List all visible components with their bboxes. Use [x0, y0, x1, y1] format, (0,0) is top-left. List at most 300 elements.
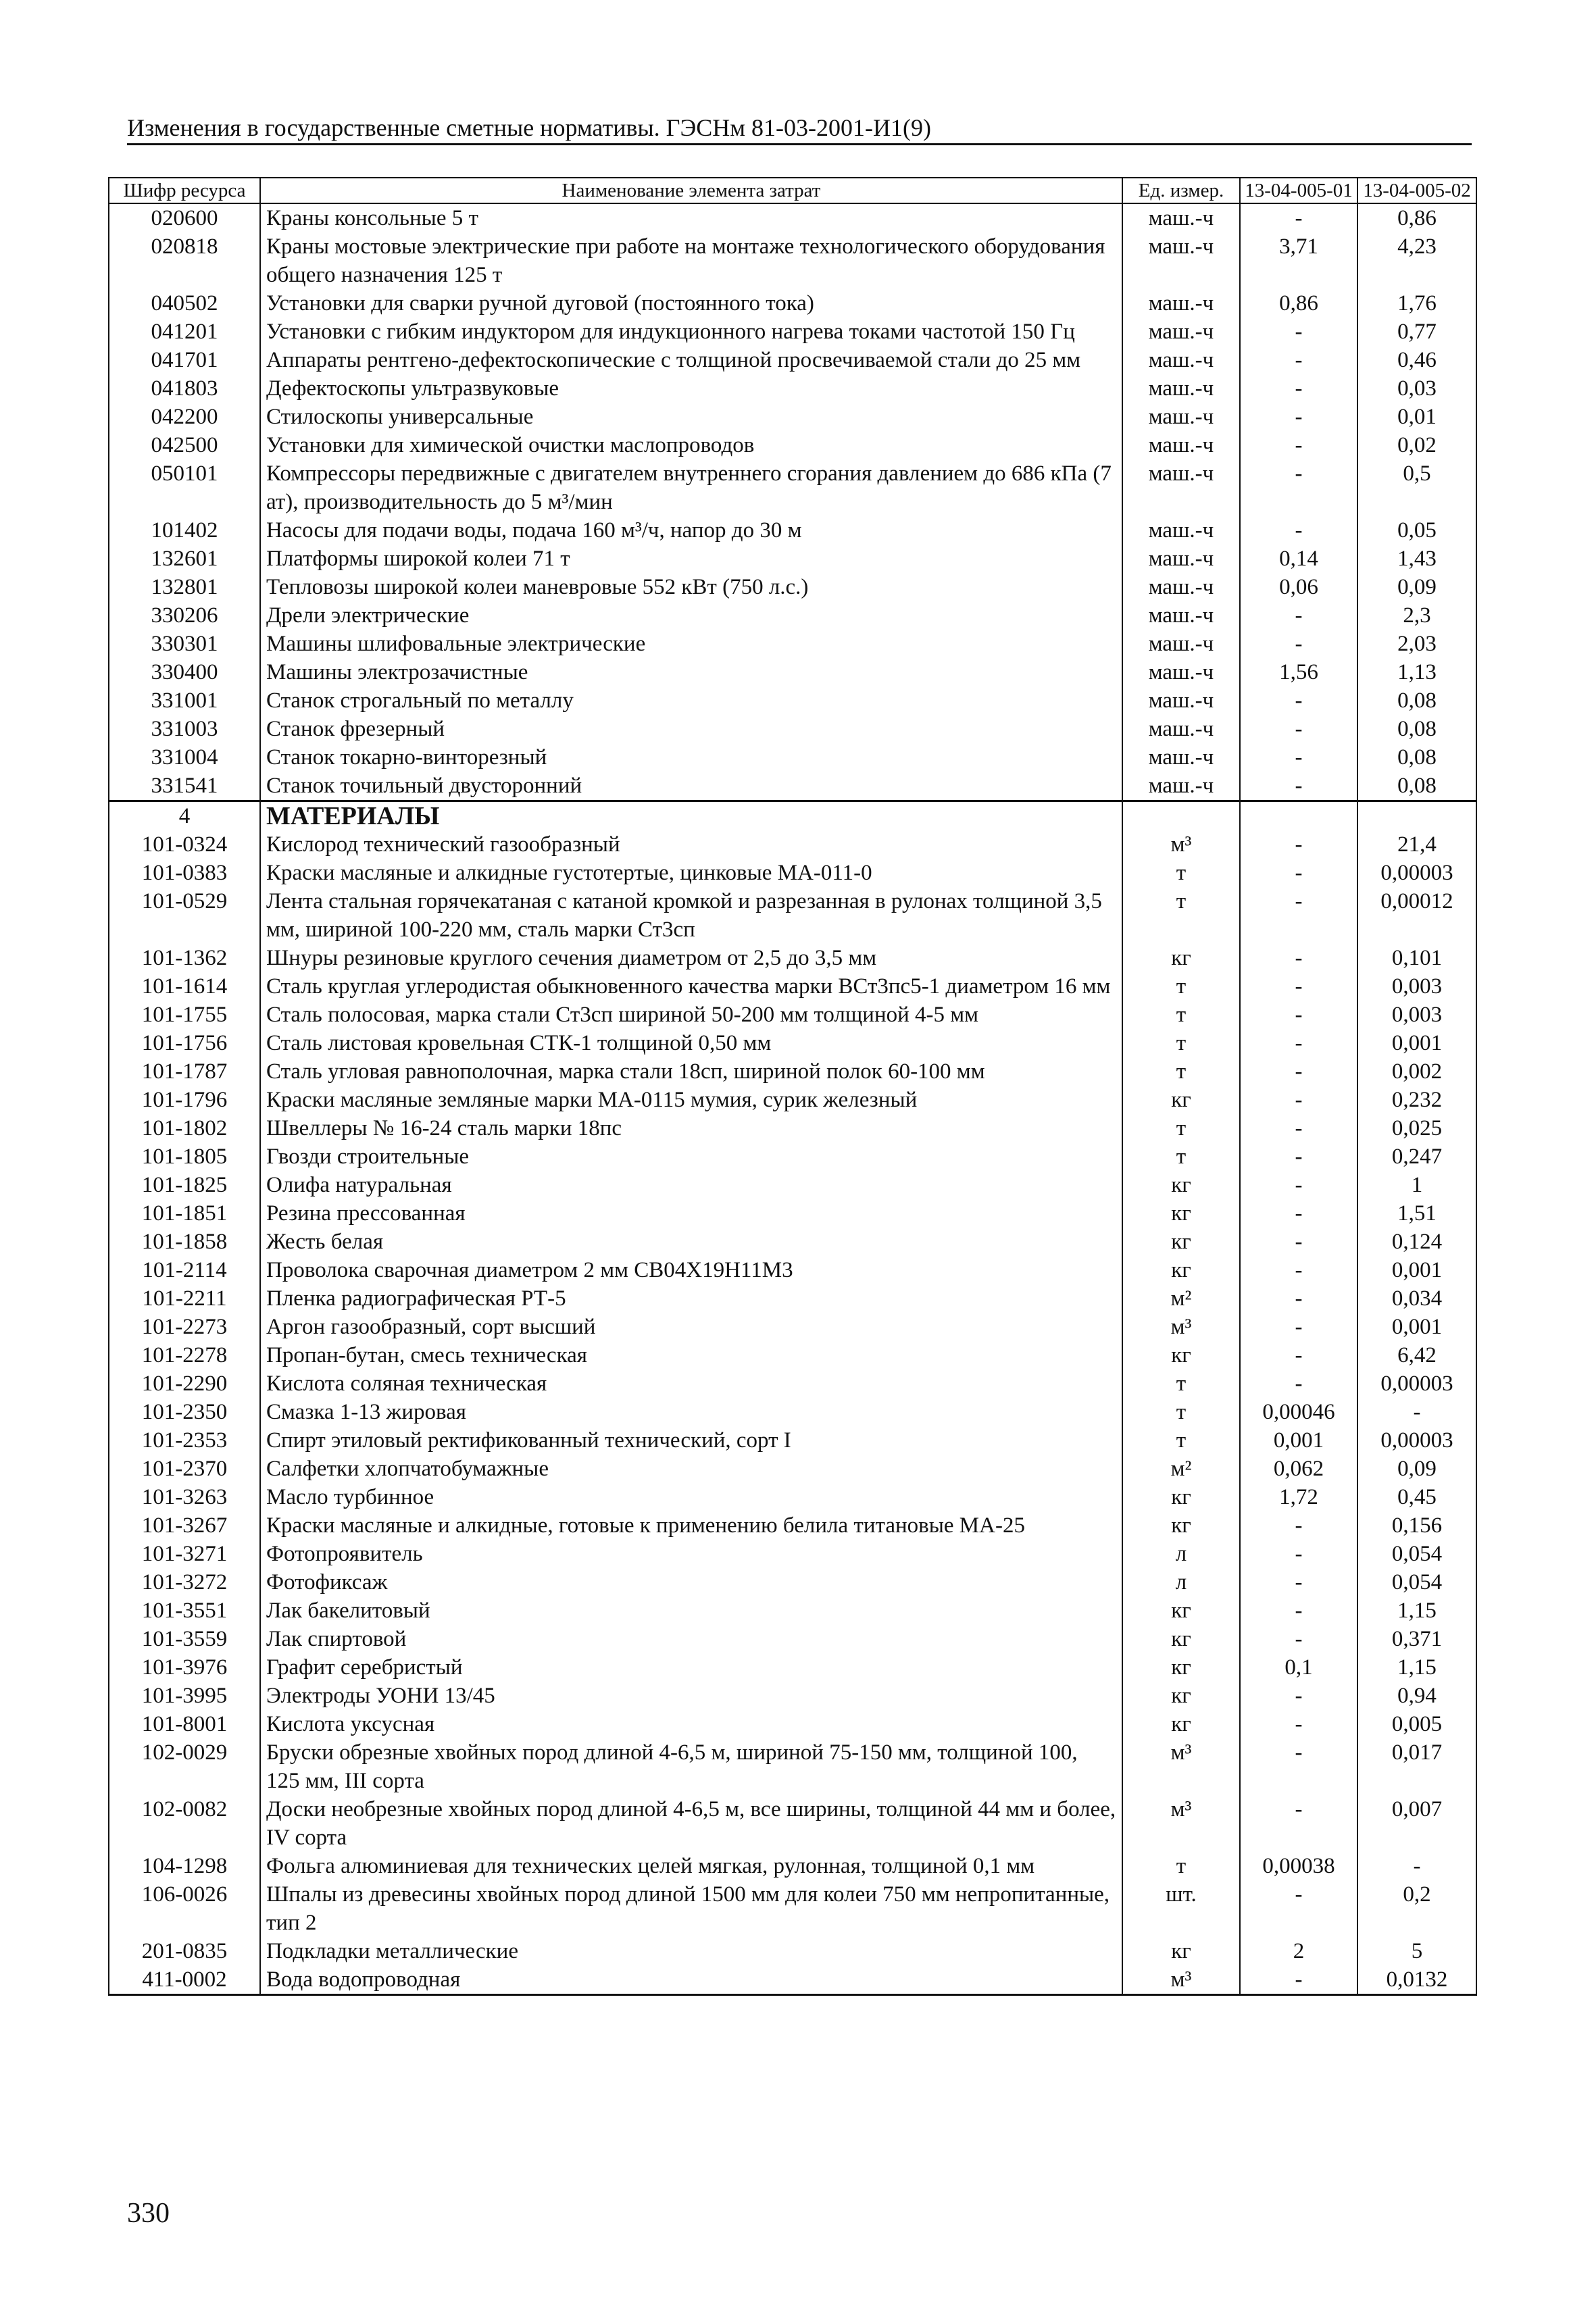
resource-name: Кислород технический газообразный: [260, 830, 1122, 859]
table-row: [109, 1540, 1476, 1568]
resource-code: 102-0029: [109, 1738, 260, 1795]
norm-1-value: [1240, 801, 1357, 831]
norm-1-value: -: [1240, 1795, 1357, 1852]
resource-code: 101-3267: [109, 1511, 260, 1540]
norm-1-value: 0,001: [1240, 1426, 1357, 1455]
norm-1-value: -: [1240, 859, 1357, 887]
resource-code: 101-3272: [109, 1568, 260, 1596]
norm-2-value: 6,42: [1357, 1341, 1476, 1369]
norm-1-value: 0,062: [1240, 1455, 1357, 1483]
norm-2-value: 1,51: [1357, 1199, 1476, 1228]
resource-name: Резина прессованная: [260, 1199, 1122, 1228]
unit-cell: л: [1122, 1540, 1240, 1568]
norm-2-value: 0,124: [1357, 1228, 1476, 1256]
resource-name: Подкладки металлические: [260, 1937, 1122, 1965]
norm-1-value: -: [1240, 1568, 1357, 1596]
resource-name: Станок токарно-винторезный: [260, 743, 1122, 772]
resource-code: 101-2273: [109, 1313, 260, 1341]
norm-1-value: 0,00046: [1240, 1398, 1357, 1426]
norm-1-value: -: [1240, 1710, 1357, 1738]
norm-1-value: -: [1240, 944, 1357, 972]
norm-2-value: 0,05: [1357, 516, 1476, 545]
table-row: [109, 1880, 1476, 1937]
unit-cell: т: [1122, 1426, 1240, 1455]
unit-cell: кг: [1122, 1653, 1240, 1682]
norm-1-value: -: [1240, 346, 1357, 374]
resource-name: Лак бакелитовый: [260, 1596, 1122, 1625]
norm-1-value: -: [1240, 203, 1357, 232]
resource-code: 101-2278: [109, 1341, 260, 1369]
table-row: [109, 1738, 1476, 1795]
resource-code: 041201: [109, 318, 260, 346]
resource-code: 050101: [109, 459, 260, 516]
norm-2-value: 0,156: [1357, 1511, 1476, 1540]
norm-1-value: -: [1240, 1057, 1357, 1086]
table-row: [109, 1086, 1476, 1114]
resource-name: Насосы для подачи воды, подача 160 м³/ч, напор до 30 м: [260, 516, 1122, 545]
norm-2-value: 0,00003: [1357, 1369, 1476, 1398]
resource-name: Платформы широкой колеи 71 т: [260, 545, 1122, 573]
norm-2-value: 1,13: [1357, 658, 1476, 686]
norm-1-value: -: [1240, 1086, 1357, 1114]
unit-cell: кг: [1122, 1228, 1240, 1256]
column-header-code: Шифр ресурса: [109, 178, 260, 203]
table-row: [109, 232, 1476, 289]
norm-1-value: -: [1240, 431, 1357, 459]
norm-2-value: -: [1357, 1398, 1476, 1426]
unit-cell: кг: [1122, 1256, 1240, 1284]
resource-code: 020818: [109, 232, 260, 289]
norm-2-value: 0,94: [1357, 1682, 1476, 1710]
resource-name: Краски масляные и алкидные густотертые, цинковые МА-011-0: [260, 859, 1122, 887]
column-header-norm-2: 13-04-005-02: [1357, 178, 1476, 203]
norm-2-value: 0,002: [1357, 1057, 1476, 1086]
norm-1-value: -: [1240, 772, 1357, 801]
table-row: [109, 944, 1476, 972]
resource-code: 101-1796: [109, 1086, 260, 1114]
unit-cell: маш.-ч: [1122, 403, 1240, 431]
norm-1-value: -: [1240, 1625, 1357, 1653]
table-row: [109, 516, 1476, 545]
resource-name: Сталь угловая равнополочная, марка стали 18сп, шириной полок 60-100 мм: [260, 1057, 1122, 1086]
unit-cell: т: [1122, 1114, 1240, 1142]
resource-name: Машины шлифовальные электрические: [260, 630, 1122, 658]
resource-code: 101-1858: [109, 1228, 260, 1256]
resource-name: Станок фрезерный: [260, 715, 1122, 743]
norm-1-value: -: [1240, 1369, 1357, 1398]
table-row: [109, 318, 1476, 346]
norm-1-value: -: [1240, 1341, 1357, 1369]
norm-2-value: 0,09: [1357, 1455, 1476, 1483]
norm-1-value: 0,14: [1240, 545, 1357, 573]
norm-2-value: 0,00003: [1357, 1426, 1476, 1455]
resource-code: 411-0002: [109, 1965, 260, 1995]
norm-1-value: -: [1240, 1029, 1357, 1057]
norm-1-value: -: [1240, 318, 1357, 346]
resource-code: 101-1851: [109, 1199, 260, 1228]
unit-cell: шт.: [1122, 1880, 1240, 1937]
norm-2-value: 0,001: [1357, 1029, 1476, 1057]
norm-2-value: 0,001: [1357, 1256, 1476, 1284]
norm-2-value: 0,017: [1357, 1738, 1476, 1795]
resource-name: Кислота соляная техническая: [260, 1369, 1122, 1398]
unit-cell: маш.-ч: [1122, 516, 1240, 545]
resource-code: 101-2350: [109, 1398, 260, 1426]
norm-1-value: 1,72: [1240, 1483, 1357, 1511]
norm-2-value: 2,03: [1357, 630, 1476, 658]
table-row: [109, 1029, 1476, 1057]
norm-2-value: 0,0132: [1357, 1965, 1476, 1995]
resource-name: Шнуры резиновые круглого сечения диаметром от 2,5 до 3,5 мм: [260, 944, 1122, 972]
norm-1-value: -: [1240, 459, 1357, 516]
column-header-norm-1: 13-04-005-01: [1240, 178, 1357, 203]
resource-code: 102-0082: [109, 1795, 260, 1852]
unit-cell: маш.-ч: [1122, 658, 1240, 686]
table-row: [109, 1001, 1476, 1029]
norm-2-value: [1357, 801, 1476, 831]
resource-name: Аппараты рентгено-дефектоскопические с толщиной просвечиваемой стали до 25 мм: [260, 346, 1122, 374]
table-row: [109, 630, 1476, 658]
unit-cell: кг: [1122, 1341, 1240, 1369]
norm-2-value: 0,034: [1357, 1284, 1476, 1313]
norm-2-value: 0,02: [1357, 431, 1476, 459]
resource-code: 101-3551: [109, 1596, 260, 1625]
resource-name: Жесть белая: [260, 1228, 1122, 1256]
table-row: [109, 1682, 1476, 1710]
norm-1-value: 0,1: [1240, 1653, 1357, 1682]
resource-name: Швеллеры № 16-24 сталь марки 18пс: [260, 1114, 1122, 1142]
resource-code: 101-1787: [109, 1057, 260, 1086]
table-header-row: [109, 178, 1476, 203]
norm-2-value: 21,4: [1357, 830, 1476, 859]
table-row: [109, 887, 1476, 944]
resource-code: 101-1825: [109, 1171, 260, 1199]
norm-1-value: -: [1240, 715, 1357, 743]
norm-1-value: -: [1240, 1256, 1357, 1284]
resource-code: 101-1362: [109, 944, 260, 972]
resource-name: Доски необрезные хвойных пород длиной 4-6,5 м, все ширины, толщиной 44 мм и более, IV сорта: [260, 1795, 1122, 1852]
norm-1-value: -: [1240, 1199, 1357, 1228]
norm-1-value: 0,06: [1240, 573, 1357, 601]
unit-cell: м²: [1122, 1455, 1240, 1483]
norm-1-value: -: [1240, 686, 1357, 715]
table-row: [109, 374, 1476, 403]
resource-code: 330301: [109, 630, 260, 658]
resource-name: Стилоскопы универсальные: [260, 403, 1122, 431]
resource-name: Краски масляные земляные марки МА-0115 мумия, сурик железный: [260, 1086, 1122, 1114]
norm-1-value: -: [1240, 1596, 1357, 1625]
table-row: [109, 859, 1476, 887]
norm-1-value: -: [1240, 743, 1357, 772]
resource-code: 101-0383: [109, 859, 260, 887]
resource-code: 101-1755: [109, 1001, 260, 1029]
norm-2-value: 1,15: [1357, 1596, 1476, 1625]
unit-cell: кг: [1122, 1596, 1240, 1625]
resource-code: 101-2353: [109, 1426, 260, 1455]
norm-2-value: 0,232: [1357, 1086, 1476, 1114]
resource-name: Установки с гибким индуктором для индукционного нагрева токами частотой 150 Гц: [260, 318, 1122, 346]
resource-code: 101-3263: [109, 1483, 260, 1511]
norm-2-value: 0,025: [1357, 1114, 1476, 1142]
unit-cell: м³: [1122, 1965, 1240, 1995]
unit-cell: м³: [1122, 1313, 1240, 1341]
resource-code: 201-0835: [109, 1937, 260, 1965]
norm-2-value: 0,00012: [1357, 887, 1476, 944]
norm-2-value: 0,371: [1357, 1625, 1476, 1653]
norm-1-value: -: [1240, 830, 1357, 859]
unit-cell: [1122, 801, 1240, 831]
resource-code: 101402: [109, 516, 260, 545]
norm-1-value: -: [1240, 1142, 1357, 1171]
unit-cell: м³: [1122, 1795, 1240, 1852]
table-row: [109, 1142, 1476, 1171]
resource-code: 042500: [109, 431, 260, 459]
unit-cell: т: [1122, 1029, 1240, 1057]
table-row: [109, 1795, 1476, 1852]
norm-2-value: 5: [1357, 1937, 1476, 1965]
table-row: [109, 1199, 1476, 1228]
norm-2-value: 1,15: [1357, 1653, 1476, 1682]
norm-1-value: 0,86: [1240, 289, 1357, 318]
norm-2-value: 0,247: [1357, 1142, 1476, 1171]
resource-code: 106-0026: [109, 1880, 260, 1937]
resource-name: Масло турбинное: [260, 1483, 1122, 1511]
table-row: [109, 1965, 1476, 1995]
section-row: [109, 801, 1476, 831]
norm-1-value: -: [1240, 630, 1357, 658]
resource-name: Лак спиртовой: [260, 1625, 1122, 1653]
norm-1-value: -: [1240, 1511, 1357, 1540]
resource-code: 331541: [109, 772, 260, 801]
table-row: [109, 1284, 1476, 1313]
page-number: 330: [127, 2198, 170, 2229]
table-row: [109, 743, 1476, 772]
resource-name: Краны консольные 5 т: [260, 203, 1122, 232]
resource-code: 101-3976: [109, 1653, 260, 1682]
resource-name: Пленка радиографическая РТ-5: [260, 1284, 1122, 1313]
norm-1-value: -: [1240, 1965, 1357, 1995]
resource-name: Сталь полосовая, марка стали Ст3сп шириной 50-200 мм толщиной 4-5 мм: [260, 1001, 1122, 1029]
resource-name: Пропан-бутан, смесь техническая: [260, 1341, 1122, 1369]
resource-name: Фотофиксаж: [260, 1568, 1122, 1596]
norm-1-value: -: [1240, 972, 1357, 1001]
norm-2-value: 0,03: [1357, 374, 1476, 403]
table-row: [109, 545, 1476, 573]
unit-cell: маш.-ч: [1122, 772, 1240, 801]
unit-cell: т: [1122, 1057, 1240, 1086]
norm-2-value: 0,08: [1357, 686, 1476, 715]
resource-name: Гвозди строительные: [260, 1142, 1122, 1171]
resource-name: Машины электрозачистные: [260, 658, 1122, 686]
table-row: [109, 459, 1476, 516]
resource-code: 020600: [109, 203, 260, 232]
norm-2-value: 1,76: [1357, 289, 1476, 318]
resource-code: 331004: [109, 743, 260, 772]
resource-code: 330206: [109, 601, 260, 630]
unit-cell: маш.-ч: [1122, 318, 1240, 346]
norm-2-value: 0,09: [1357, 573, 1476, 601]
norm-2-value: 0,003: [1357, 1001, 1476, 1029]
resource-name: Бруски обрезные хвойных пород длиной 4-6,5 м, шириной 75-150 мм, толщиной 100, 125 мм, III сорта: [260, 1738, 1122, 1795]
norm-1-value: -: [1240, 1284, 1357, 1313]
resource-code: 331003: [109, 715, 260, 743]
unit-cell: кг: [1122, 1682, 1240, 1710]
resource-code: 101-0324: [109, 830, 260, 859]
unit-cell: маш.-ч: [1122, 459, 1240, 516]
resource-name: Кислота уксусная: [260, 1710, 1122, 1738]
table-row: [109, 1341, 1476, 1369]
resource-code: 041701: [109, 346, 260, 374]
column-header-name: Наименование элемента затрат: [260, 178, 1122, 203]
norm-1-value: -: [1240, 1738, 1357, 1795]
norm-1-value: -: [1240, 516, 1357, 545]
norm-1-value: -: [1240, 1171, 1357, 1199]
norm-1-value: -: [1240, 374, 1357, 403]
resource-name: Установки для сварки ручной дуговой (постоянного тока): [260, 289, 1122, 318]
table-row: [109, 1937, 1476, 1965]
table-row: [109, 1313, 1476, 1341]
resource-name: Шпалы из древесины хвойных пород длиной 1500 мм для колеи 750 мм непропитанные, тип 2: [260, 1880, 1122, 1937]
unit-cell: кг: [1122, 1710, 1240, 1738]
unit-cell: т: [1122, 887, 1240, 944]
resource-code: 101-0529: [109, 887, 260, 944]
section-title: МАТЕРИАЛЫ: [260, 801, 1122, 831]
resource-name: Вода водопроводная: [260, 1965, 1122, 1995]
table-row: [109, 772, 1476, 801]
unit-cell: т: [1122, 972, 1240, 1001]
unit-cell: маш.-ч: [1122, 743, 1240, 772]
unit-cell: кг: [1122, 1171, 1240, 1199]
norm-2-value: 0,005: [1357, 1710, 1476, 1738]
table-row: [109, 1511, 1476, 1540]
resource-name: Установки для химической очистки маслопроводов: [260, 431, 1122, 459]
resource-name: Станок точильный двусторонний: [260, 772, 1122, 801]
norm-2-value: 0,86: [1357, 203, 1476, 232]
resource-name: Спирт этиловый ректификованный технический, сорт I: [260, 1426, 1122, 1455]
table-row: [109, 1483, 1476, 1511]
table-row: [109, 658, 1476, 686]
resource-name: Краны мостовые электрические при работе на монтаже технологического оборудования общего назначения 125 т: [260, 232, 1122, 289]
resource-name: Лента стальная горячекатаная с катаной кромкой и разрезанная в рулонах толщиной 3,5 мм, шириной 100-220 мм, сталь марки Ст3сп: [260, 887, 1122, 944]
norm-1-value: -: [1240, 1682, 1357, 1710]
resource-code: 101-3271: [109, 1540, 260, 1568]
resource-code: 101-8001: [109, 1710, 260, 1738]
table-row: [109, 686, 1476, 715]
unit-cell: маш.-ч: [1122, 346, 1240, 374]
resource-code: 101-1802: [109, 1114, 260, 1142]
table-row: [109, 1653, 1476, 1682]
unit-cell: кг: [1122, 1483, 1240, 1511]
table-row: [109, 1596, 1476, 1625]
resource-code: 101-1756: [109, 1029, 260, 1057]
norm-1-value: -: [1240, 1313, 1357, 1341]
norm-1-value: -: [1240, 887, 1357, 944]
resource-code: 042200: [109, 403, 260, 431]
norm-2-value: 0,101: [1357, 944, 1476, 972]
resource-name: Компрессоры передвижные с двигателем внутреннего сгорания давлением до 686 кПа (7 ат), производительность до 5 м³/мин: [260, 459, 1122, 516]
resource-code: 132601: [109, 545, 260, 573]
norm-2-value: 0,46: [1357, 346, 1476, 374]
unit-cell: кг: [1122, 944, 1240, 972]
table-row: [109, 203, 1476, 232]
resource-name: Смазка 1-13 жировая: [260, 1398, 1122, 1426]
norm-1-value: -: [1240, 601, 1357, 630]
table-row: [109, 1568, 1476, 1596]
resource-name: Аргон газообразный, сорт высший: [260, 1313, 1122, 1341]
table-row: [109, 573, 1476, 601]
table-row: [109, 1114, 1476, 1142]
table-row: [109, 1256, 1476, 1284]
unit-cell: кг: [1122, 1625, 1240, 1653]
unit-cell: маш.-ч: [1122, 715, 1240, 743]
resource-name: Краски масляные и алкидные, готовые к применению белила титановые МА-25: [260, 1511, 1122, 1540]
table-row: [109, 1171, 1476, 1199]
norm-1-value: 2: [1240, 1937, 1357, 1965]
unit-cell: маш.-ч: [1122, 431, 1240, 459]
norm-2-value: 4,23: [1357, 232, 1476, 289]
norm-2-value: 0,08: [1357, 743, 1476, 772]
table-row: [109, 1710, 1476, 1738]
resource-code: 101-2370: [109, 1455, 260, 1483]
norm-1-value: -: [1240, 1880, 1357, 1937]
table-row: [109, 972, 1476, 1001]
norm-1-value: -: [1240, 403, 1357, 431]
unit-cell: м³: [1122, 1738, 1240, 1795]
unit-cell: кг: [1122, 1937, 1240, 1965]
table-row: [109, 1455, 1476, 1483]
unit-cell: маш.-ч: [1122, 630, 1240, 658]
norm-2-value: 0,054: [1357, 1540, 1476, 1568]
norm-2-value: 0,00003: [1357, 859, 1476, 887]
unit-cell: кг: [1122, 1199, 1240, 1228]
resource-code: 101-2211: [109, 1284, 260, 1313]
resource-code: 041803: [109, 374, 260, 403]
unit-cell: маш.-ч: [1122, 573, 1240, 601]
norm-1-value: -: [1240, 1001, 1357, 1029]
norm-1-value: 0,00038: [1240, 1852, 1357, 1880]
resource-name: Графит серебристый: [260, 1653, 1122, 1682]
table-row: [109, 431, 1476, 459]
unit-cell: т: [1122, 1369, 1240, 1398]
resource-code: 101-3995: [109, 1682, 260, 1710]
resource-code: 132801: [109, 573, 260, 601]
resource-code: 330400: [109, 658, 260, 686]
unit-cell: т: [1122, 1852, 1240, 1880]
unit-cell: маш.-ч: [1122, 232, 1240, 289]
resource-name: Дефектоскопы ультразвуковые: [260, 374, 1122, 403]
resource-name: Станок строгальный по металлу: [260, 686, 1122, 715]
table-row: [109, 346, 1476, 374]
table-row: [109, 1625, 1476, 1653]
table-row: [109, 1057, 1476, 1086]
norm-1-value: 1,56: [1240, 658, 1357, 686]
resource-code: 4: [109, 801, 260, 831]
resource-code: 101-2290: [109, 1369, 260, 1398]
unit-cell: кг: [1122, 1511, 1240, 1540]
table-row: [109, 1228, 1476, 1256]
norm-2-value: 2,3: [1357, 601, 1476, 630]
resource-name: Фотопроявитель: [260, 1540, 1122, 1568]
norm-2-value: 0,08: [1357, 772, 1476, 801]
norm-2-value: 0,77: [1357, 318, 1476, 346]
unit-cell: т: [1122, 1142, 1240, 1171]
table-row: [109, 1426, 1476, 1455]
unit-cell: маш.-ч: [1122, 686, 1240, 715]
norm-2-value: 1,43: [1357, 545, 1476, 573]
document-header: [127, 114, 1472, 145]
unit-cell: м²: [1122, 1284, 1240, 1313]
resource-name: Сталь листовая кровельная СТК-1 толщиной 0,50 мм: [260, 1029, 1122, 1057]
